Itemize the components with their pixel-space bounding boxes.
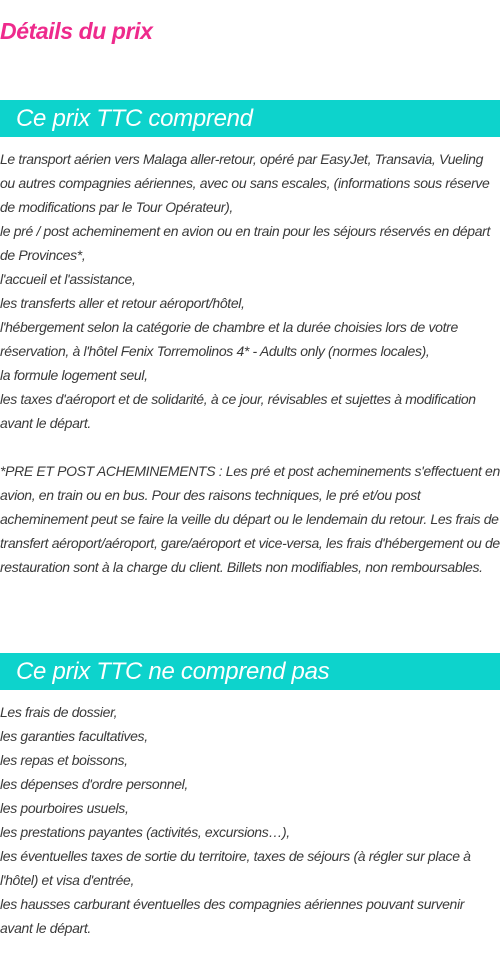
list-item: les transferts aller et retour aéroport/hôtel, (0, 295, 245, 311)
list-item: les prestations payantes (activités, excursions…), (0, 824, 290, 840)
page-title: Détails du prix (0, 18, 153, 44)
section-header-excludes (0, 653, 500, 690)
excludes-list (0, 700, 500, 940)
list-item: les hausses carburant éventuelles des compagnies aériennes pouvant survenir avant le départ. (0, 896, 465, 936)
list-item: Les frais de dossier, (0, 704, 118, 720)
list-item: les taxes d'aéroport et de solidarité, à ce jour, révisables et sujettes à modification avant le départ. (0, 391, 476, 431)
section-header-includes (0, 100, 500, 137)
list-item: les pourboires usuels, (0, 800, 129, 816)
pre-post-acheminement-note: *PRE ET POST ACHEMINEMENTS : Les pré et post acheminements s'effectuent en avion, en train ou en bus. Pour des raisons techniques, le pré et/ou post acheminement peut se faire la veille du départ ou le lendemain du retour. Les frais de transfert aéroport/aéroport, gare/aéroport et vice-versa, les frais d'hébergement ou de restauration sont à la charge du client. Billets non modifiables, non remboursables. (0, 463, 500, 575)
list-item: les garanties facultatives, (0, 728, 148, 744)
list-item: les dépenses d'ordre personnel, (0, 776, 188, 792)
list-item: les repas et boissons, (0, 752, 128, 768)
section-heading-includes: Ce prix TTC comprend (16, 104, 253, 132)
list-item: les éventuelles taxes de sortie du territoire, taxes de séjours (à régler sur place à l'hôtel) et visa d'entrée, (0, 848, 471, 888)
section-heading-excludes: Ce prix TTC ne comprend pas (16, 657, 330, 685)
list-item: l'accueil et l'assistance, (0, 271, 136, 287)
list-item: la formule logement seul, (0, 367, 148, 383)
list-item: l'hébergement selon la catégorie de chambre et la durée choisies lors de votre réservation, à l'hôtel Fenix Torremolinos 4* - Adults only (normes locales), (0, 319, 458, 359)
list-item: Le transport aérien vers Malaga aller-retour, opéré par EasyJet, Transavia, Vueling ou autres compagnies aériennes, avec ou sans escales, (informations sous réserve de modifications par le Tour Opérateur), (0, 151, 490, 215)
list-item: le pré / post acheminement en avion ou en train pour les séjours réservés en départ de Provinces*, (0, 223, 491, 263)
includes-list (0, 147, 500, 435)
